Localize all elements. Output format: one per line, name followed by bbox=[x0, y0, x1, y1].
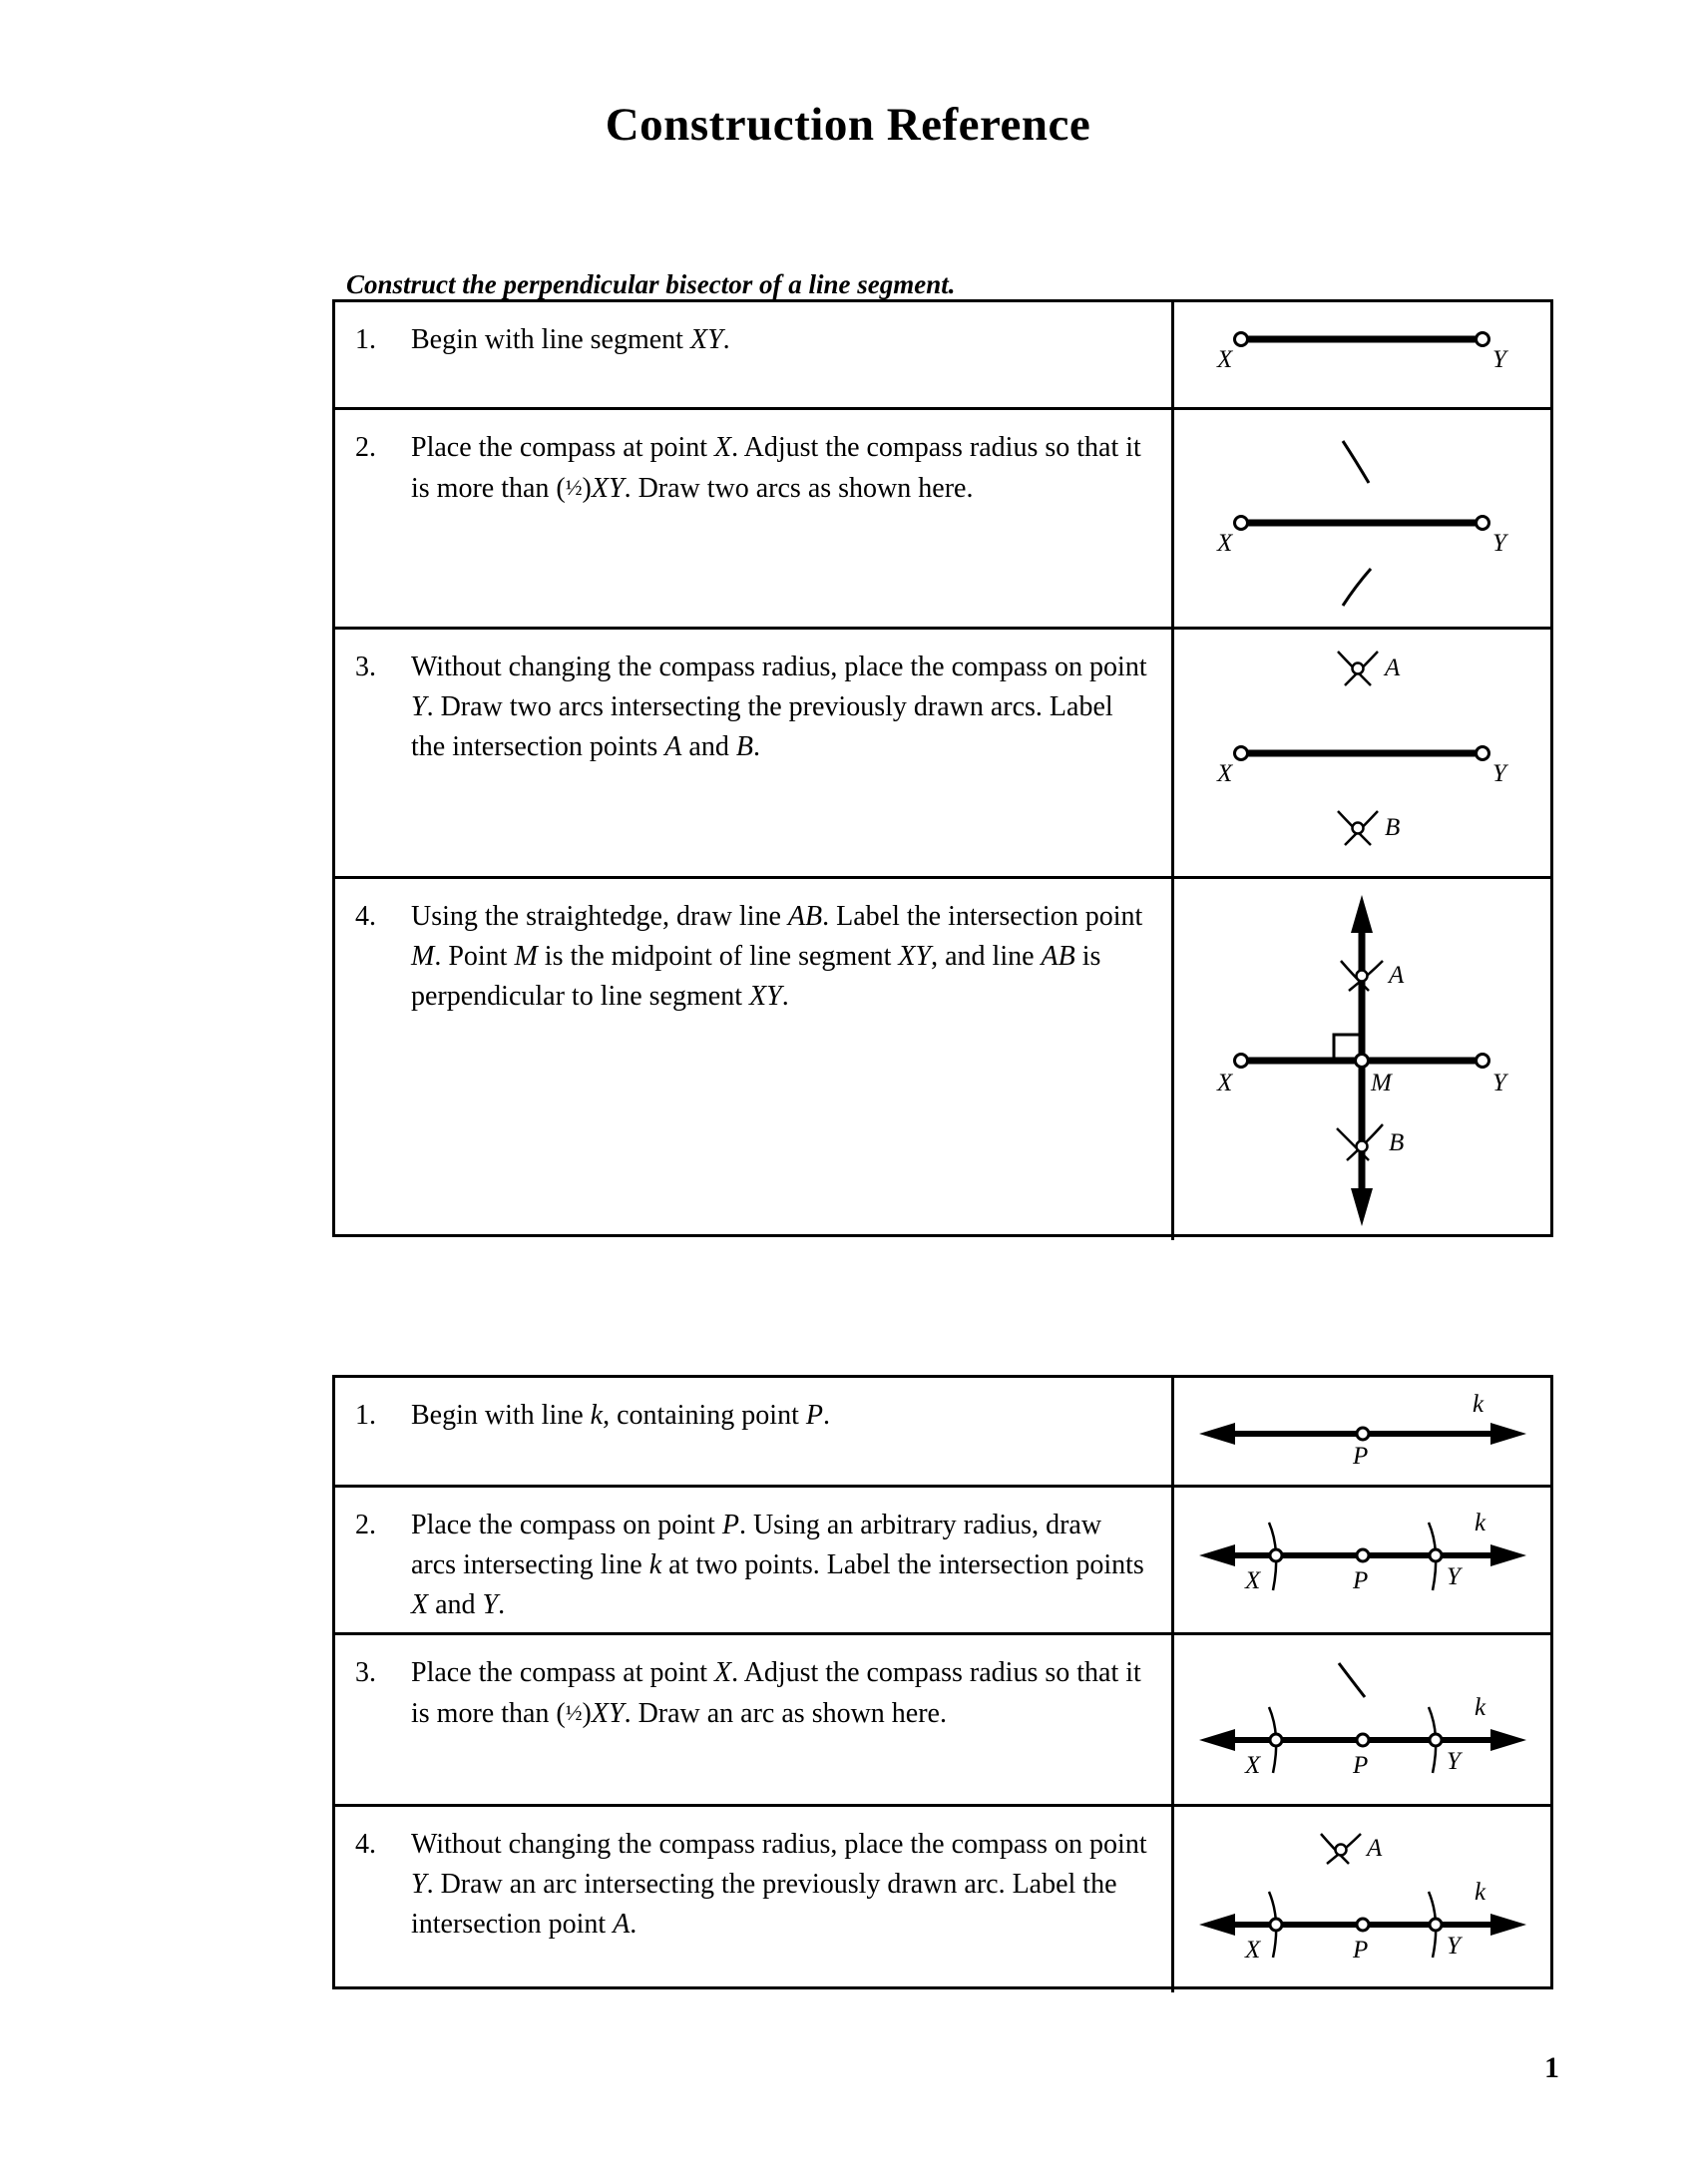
math-var-p: P bbox=[805, 1400, 823, 1431]
step-text-fragment: is perpendicular to line segment bbox=[411, 941, 1101, 1012]
step-text-fragment: , containing point bbox=[603, 1400, 806, 1431]
math-var-xy: XY bbox=[591, 473, 625, 505]
table-row bbox=[335, 630, 1550, 879]
label-k: k bbox=[1474, 1693, 1485, 1721]
step-text-cell bbox=[335, 1378, 1174, 1485]
perpendicular-through-point-steps-table bbox=[332, 1375, 1553, 1989]
fraction-one-half: ½ bbox=[565, 475, 583, 500]
step-text-fragment: at two points. Label the intersection points bbox=[661, 1549, 1144, 1580]
table-row bbox=[335, 302, 1550, 410]
math-var-k: k bbox=[590, 1400, 604, 1431]
label-x: X bbox=[1244, 1566, 1260, 1594]
step-text-fragment: . Draw an arc intersecting the previously drawn arc. Label the intersection point bbox=[411, 1869, 1117, 1940]
step-text-fragment: Using the straightedge, draw line bbox=[411, 901, 788, 932]
segment-xy-two-arcs-diagram bbox=[1193, 411, 1532, 626]
line-k-arcs-xy-diagram bbox=[1193, 1501, 1532, 1620]
math-var-y: Y bbox=[411, 1869, 427, 1900]
arc-lower bbox=[1343, 569, 1371, 606]
label-b: B bbox=[1384, 813, 1400, 841]
perpendicular-bisector-diagram bbox=[1193, 885, 1532, 1234]
label-k: k bbox=[1472, 1390, 1484, 1418]
figure-cell-segment-xy bbox=[1174, 302, 1550, 407]
step-text-fragment: . Draw two arcs intersecting the previously drawn arcs. Label the intersection points bbox=[411, 691, 1113, 762]
math-var-ab: AB bbox=[787, 901, 823, 932]
segment-xy-diagram bbox=[1193, 305, 1532, 405]
math-var-y: Y bbox=[482, 1589, 499, 1620]
label-x: X bbox=[1216, 530, 1232, 557]
step-text-fragment: Without changing the compass radius, place the compass on point bbox=[411, 652, 1147, 682]
arrowhead-right bbox=[1490, 1729, 1526, 1751]
step-description bbox=[411, 897, 1149, 1017]
step-text-fragment: . bbox=[630, 1909, 637, 1940]
step-text-cell bbox=[335, 1807, 1174, 1992]
label-a: A bbox=[1384, 654, 1400, 681]
step-text-cell bbox=[335, 630, 1174, 876]
step-number: 3. bbox=[355, 652, 376, 682]
step-text-fragment: . bbox=[498, 1589, 506, 1620]
step-description bbox=[411, 1653, 1149, 1734]
table-row bbox=[335, 1488, 1550, 1635]
math-var-b: B bbox=[735, 731, 753, 762]
arrowhead-right bbox=[1490, 1914, 1526, 1936]
arrowhead-right bbox=[1490, 1423, 1526, 1445]
fraction-one-half: ½ bbox=[565, 1700, 583, 1725]
step-text-fragment: is the midpoint of line segment bbox=[537, 941, 899, 972]
point-a-dot bbox=[1356, 971, 1367, 982]
point-b-dot bbox=[1352, 822, 1363, 833]
arc-crossing-a bbox=[1338, 652, 1378, 685]
label-x: X bbox=[1216, 1070, 1232, 1096]
step-number: 3. bbox=[355, 1657, 376, 1688]
endpoint-x-dot bbox=[1234, 746, 1247, 759]
step-number: 2. bbox=[355, 1510, 376, 1540]
arrowhead-up bbox=[1351, 895, 1373, 933]
point-p-dot bbox=[1357, 1734, 1369, 1746]
point-y-dot bbox=[1430, 1549, 1442, 1561]
label-m: M bbox=[1370, 1070, 1392, 1096]
step-text-fragment: Place the compass at point bbox=[411, 1657, 715, 1688]
point-b-dot bbox=[1356, 1141, 1367, 1152]
math-var-xy: XY bbox=[749, 981, 782, 1012]
label-a: A bbox=[1388, 962, 1404, 989]
endpoint-x-dot bbox=[1234, 517, 1247, 530]
section-1-heading-line-1: Construct the perpendicular bisector of a line segment. bbox=[346, 269, 956, 299]
arrowhead-left bbox=[1199, 1423, 1235, 1445]
arrowhead-down bbox=[1351, 1188, 1373, 1226]
math-var-x: X bbox=[714, 432, 732, 463]
label-p: P bbox=[1352, 1442, 1368, 1470]
step-text-fragment: . Adjust the compass radius so that it is more than ( bbox=[411, 432, 1141, 505]
endpoint-y-dot bbox=[1476, 517, 1488, 530]
label-y: Y bbox=[1446, 1747, 1461, 1775]
step-text-fragment: . Using an arbitrary radius, draw arcs intersecting line bbox=[411, 1510, 1102, 1580]
endpoint-y-dot bbox=[1476, 1055, 1488, 1068]
endpoint-y-dot bbox=[1476, 746, 1488, 759]
step-text-cell bbox=[335, 410, 1174, 627]
label-p: P bbox=[1352, 1566, 1368, 1594]
step-text-fragment: Begin with line bbox=[411, 1400, 591, 1431]
label-y: Y bbox=[1446, 1562, 1461, 1590]
step-text-fragment: Place the compass at point bbox=[411, 432, 715, 463]
page-number: 1 bbox=[1544, 2051, 1559, 2084]
math-var-a: A bbox=[664, 731, 682, 762]
step-text-fragment: . bbox=[722, 324, 730, 355]
label-b: B bbox=[1388, 1129, 1404, 1156]
step-number: 4. bbox=[355, 1829, 376, 1860]
step-text-fragment: . Point bbox=[434, 941, 515, 972]
arc-upper bbox=[1339, 1663, 1365, 1697]
math-var-m: M bbox=[514, 941, 538, 972]
step-number: 1. bbox=[355, 324, 376, 355]
step-text-fragment: ) bbox=[582, 1698, 592, 1730]
label-y: Y bbox=[1491, 1070, 1506, 1096]
point-p-dot bbox=[1357, 1549, 1369, 1561]
math-var-xy: XY bbox=[689, 324, 723, 355]
point-x-dot bbox=[1270, 1919, 1282, 1931]
label-x: X bbox=[1216, 759, 1232, 787]
math-var-xy: XY bbox=[898, 941, 932, 972]
point-x-dot bbox=[1270, 1549, 1282, 1561]
label-y: Y bbox=[1491, 345, 1506, 373]
figure-cell-perpendicular-bisector bbox=[1174, 879, 1550, 1240]
endpoint-y-dot bbox=[1476, 332, 1488, 345]
point-y-dot bbox=[1430, 1734, 1442, 1746]
line-k-point-p-diagram bbox=[1193, 1382, 1532, 1482]
table-row bbox=[335, 410, 1550, 630]
figure-cell-line-k-point-a bbox=[1174, 1807, 1550, 1992]
endpoint-x-dot bbox=[1234, 332, 1247, 345]
math-var-xy: XY bbox=[591, 1698, 625, 1730]
arrowhead-left bbox=[1199, 1544, 1235, 1566]
point-p-dot bbox=[1357, 1919, 1369, 1931]
perpendicular-bisector-steps-table bbox=[332, 299, 1553, 1237]
segment-xy-crossed-arcs-diagram bbox=[1193, 634, 1532, 873]
step-text-fragment: . Draw an arc as shown here. bbox=[624, 1698, 947, 1730]
step-description bbox=[411, 428, 1149, 509]
figure-cell-segment-two-arcs bbox=[1174, 410, 1550, 627]
step-text-cell bbox=[335, 1635, 1174, 1804]
step-text-fragment: . bbox=[822, 1400, 830, 1431]
label-y: Y bbox=[1446, 1933, 1461, 1960]
step-description bbox=[411, 1506, 1149, 1625]
figure-cell-line-k-point-p bbox=[1174, 1378, 1550, 1485]
step-text-cell bbox=[335, 1488, 1174, 1632]
step-text-fragment: Place the compass on point bbox=[411, 1510, 722, 1540]
step-text-cell bbox=[335, 302, 1174, 407]
label-a: A bbox=[1366, 1835, 1382, 1862]
step-text-fragment: . Label the intersection point bbox=[822, 901, 1143, 932]
label-k: k bbox=[1474, 1879, 1485, 1906]
line-k-arcs-xy-point-a-diagram bbox=[1193, 1820, 1532, 1979]
label-p: P bbox=[1352, 1751, 1368, 1779]
table-row bbox=[335, 1378, 1550, 1488]
math-var-k: k bbox=[648, 1549, 662, 1580]
step-text-fragment: . Adjust the compass radius so that it is more than ( bbox=[411, 1657, 1141, 1730]
step-text-cell bbox=[335, 879, 1174, 1240]
step-text-fragment: , and line bbox=[931, 941, 1042, 972]
label-x: X bbox=[1244, 1937, 1260, 1964]
arc-upper bbox=[1343, 441, 1369, 483]
step-number: 2. bbox=[355, 432, 376, 463]
step-text-fragment: ) bbox=[582, 473, 592, 505]
step-text-fragment: and bbox=[681, 731, 736, 762]
table-row bbox=[335, 1635, 1550, 1807]
step-description bbox=[411, 1396, 830, 1436]
arc-crossing-b bbox=[1338, 811, 1378, 845]
math-var-m: M bbox=[411, 941, 435, 972]
step-description bbox=[411, 1825, 1149, 1945]
step-description bbox=[411, 648, 1149, 767]
math-var-y: Y bbox=[411, 691, 427, 722]
math-var-x: X bbox=[411, 1589, 429, 1620]
step-number: 1. bbox=[355, 1400, 376, 1431]
point-p-dot bbox=[1357, 1428, 1369, 1440]
table-row bbox=[335, 1807, 1550, 1992]
endpoint-x-dot bbox=[1234, 1055, 1247, 1068]
math-var-x: X bbox=[714, 1657, 732, 1688]
step-text-fragment: . bbox=[752, 731, 760, 762]
arrowhead-left bbox=[1199, 1729, 1235, 1751]
step-number: 4. bbox=[355, 901, 376, 932]
label-k: k bbox=[1474, 1509, 1485, 1536]
point-x-dot bbox=[1270, 1734, 1282, 1746]
figure-cell-segment-crossed-arcs bbox=[1174, 630, 1550, 876]
midpoint-m-dot bbox=[1355, 1055, 1368, 1068]
label-p: P bbox=[1352, 1937, 1368, 1964]
label-x: X bbox=[1244, 1751, 1260, 1779]
arrowhead-right bbox=[1490, 1544, 1526, 1566]
point-a-dot bbox=[1335, 1845, 1346, 1856]
arrowhead-left bbox=[1199, 1914, 1235, 1936]
figure-cell-line-k-arcs-xy bbox=[1174, 1488, 1550, 1632]
point-y-dot bbox=[1430, 1919, 1442, 1931]
table-row bbox=[335, 879, 1550, 1240]
arc-crossing-a bbox=[1321, 1834, 1361, 1864]
step-text-fragment: Without changing the compass radius, place the compass on point bbox=[411, 1829, 1147, 1860]
figure-cell-line-k-one-arc bbox=[1174, 1635, 1550, 1804]
step-text-fragment: and bbox=[428, 1589, 483, 1620]
step-text-fragment: . bbox=[781, 981, 789, 1012]
math-var-a: A bbox=[613, 1909, 631, 1940]
label-x: X bbox=[1216, 345, 1232, 373]
point-a-dot bbox=[1352, 662, 1363, 673]
step-description bbox=[411, 320, 730, 360]
label-y: Y bbox=[1491, 759, 1506, 787]
math-var-ab: AB bbox=[1041, 941, 1075, 972]
step-text-fragment: Begin with line segment bbox=[411, 324, 690, 355]
step-text-fragment: . Draw two arcs as shown here. bbox=[624, 473, 974, 505]
math-var-p: P bbox=[721, 1510, 739, 1540]
line-k-arcs-xy-one-arc-diagram bbox=[1193, 1645, 1532, 1795]
label-y: Y bbox=[1491, 530, 1506, 557]
page-title: Construction Reference bbox=[605, 99, 1091, 151]
